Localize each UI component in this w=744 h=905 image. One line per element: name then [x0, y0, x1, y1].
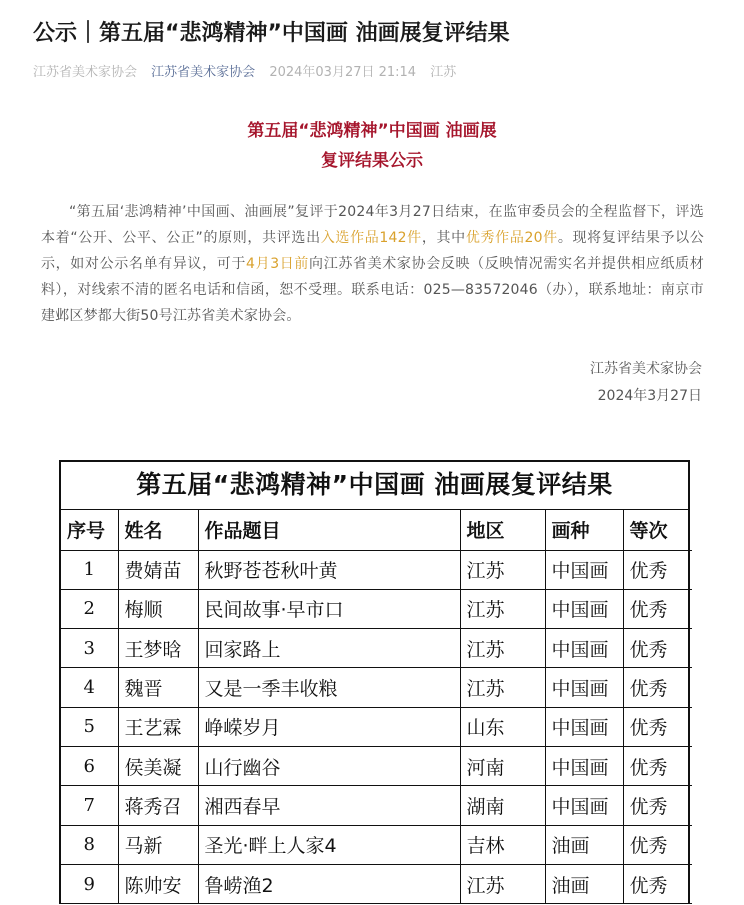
results-table-title: 第五届“悲鸿精神”中国画 油画展复评结果 [61, 462, 688, 510]
cell-work-title: 民间故事·早市口 [198, 589, 460, 628]
results-table-image [59, 460, 690, 904]
header-name: 姓名 [118, 510, 198, 550]
cell-work-title: 湘西春早 [198, 786, 460, 825]
header-index: 序号 [61, 510, 118, 550]
cell-region: 湖南 [460, 786, 545, 825]
cell-name: 侯美凝 [118, 746, 198, 785]
cell-name: 费婧苗 [118, 550, 198, 589]
cell-work-title: 圣光·畔上人家4 [198, 825, 460, 864]
cell-grade: 优秀 [623, 864, 692, 903]
cell-genre: 中国画 [545, 786, 623, 825]
cell-genre: 中国画 [545, 589, 623, 628]
header-work-title: 作品题目 [198, 510, 460, 550]
cell-index: 5 [61, 707, 118, 746]
cell-name: 陈帅安 [118, 864, 198, 903]
body-text-1: “第五届‘悲鸿精神’中国画、油画展”复评于2024年3月27日结束，在监审委员会的全程监督下，评选本着“公开、公平、公正”的原则，共评选出 [41, 204, 704, 246]
meta-account-link[interactable]: 江苏省美术家协会 [151, 65, 256, 80]
table-row [61, 629, 692, 668]
cell-work-title: 峥嵘岁月 [198, 707, 460, 746]
table-row [61, 746, 692, 785]
meta-datetime: 2024年03月27日 21:14 [269, 65, 417, 80]
cell-grade: 优秀 [623, 746, 692, 785]
article-title: 公示｜第五届“悲鸿精神”中国画 油画展复评结果 [33, 21, 510, 46]
table-row [61, 825, 692, 864]
cell-genre: 中国画 [545, 668, 623, 707]
cell-name: 梅顺 [118, 589, 198, 628]
cell-grade: 优秀 [623, 825, 692, 864]
header-genre: 画种 [545, 510, 623, 550]
cell-region: 江苏 [460, 668, 545, 707]
cell-grade: 优秀 [623, 707, 692, 746]
table-row [61, 550, 692, 589]
cell-grade: 优秀 [623, 629, 692, 668]
cell-name: 魏晋 [118, 668, 198, 707]
cell-index: 4 [61, 668, 118, 707]
table-header-row [61, 510, 692, 550]
cell-region: 山东 [460, 707, 545, 746]
header-region: 地区 [460, 510, 545, 550]
results-table [61, 510, 692, 904]
cell-name: 马新 [118, 825, 198, 864]
cell-grade: 优秀 [623, 668, 692, 707]
table-row [61, 864, 692, 903]
cell-region: 吉林 [460, 825, 545, 864]
cell-work-title: 又是一季丰收粮 [198, 668, 460, 707]
cell-genre: 中国画 [545, 629, 623, 668]
cell-genre: 油画 [545, 825, 623, 864]
highlight-selected-count: 入选作品142件 [320, 230, 422, 246]
body-text-3: 。现将复评结果予以公示，如对公示名单有异议，可于 [41, 230, 705, 272]
cell-name: 蒋秀召 [118, 786, 198, 825]
cell-genre: 油画 [545, 864, 623, 903]
cell-index: 7 [61, 786, 118, 825]
meta-source: 江苏省美术家协会 [33, 65, 138, 80]
cell-index: 3 [61, 629, 118, 668]
cell-genre: 中国画 [545, 746, 623, 785]
cell-index: 1 [61, 550, 118, 589]
cell-index: 2 [61, 589, 118, 628]
body-text-2: ，其中 [421, 230, 466, 246]
cell-work-title: 鲁崂渔2 [198, 864, 460, 903]
headline-line-1: 第五届“悲鸿精神”中国画 油画展 [247, 121, 497, 141]
cell-name: 王艺霖 [118, 707, 198, 746]
cell-grade: 优秀 [623, 786, 692, 825]
header-grade: 等次 [623, 510, 692, 550]
cell-name: 王梦晗 [118, 629, 198, 668]
cell-region: 江苏 [460, 864, 545, 903]
highlight-deadline: 4月3日前 [246, 256, 310, 272]
cell-genre: 中国画 [545, 707, 623, 746]
body-text-4: 向江苏省美术家协会反映（反映情况需实名并提供相应纸质材料），对线索不清的匿名电话和信函，恕不受理。联系电话：025—83572046（办），联系地址：南京市建邺区梦都大街50号江苏省美术家协会。 [41, 256, 704, 324]
article-meta [33, 63, 466, 83]
cell-region: 江苏 [460, 629, 545, 668]
cell-index: 6 [61, 746, 118, 785]
cell-work-title: 秋野苍苍秋叶黄 [198, 550, 460, 589]
highlight-excellent-count: 优秀作品20件 [465, 230, 558, 246]
cell-region: 江苏 [460, 589, 545, 628]
cell-genre: 中国画 [545, 550, 623, 589]
cell-work-title: 山行幽谷 [198, 746, 460, 785]
meta-location: 江苏 [430, 65, 457, 80]
signature-org: 江苏省美术家协会 [590, 361, 702, 377]
cell-region: 河南 [460, 746, 545, 785]
signature-date: 2024年3月27日 [597, 388, 702, 404]
cell-grade: 优秀 [623, 589, 692, 628]
cell-index: 8 [61, 825, 118, 864]
cell-grade: 优秀 [623, 550, 692, 589]
table-row [61, 707, 692, 746]
table-row [61, 589, 692, 628]
cell-work-title: 回家路上 [198, 629, 460, 668]
table-row [61, 786, 692, 825]
cell-index: 9 [61, 864, 118, 903]
cell-region: 江苏 [460, 550, 545, 589]
table-row [61, 668, 692, 707]
headline-line-2: 复评结果公示 [321, 151, 423, 171]
announcement-paragraph [41, 199, 704, 329]
